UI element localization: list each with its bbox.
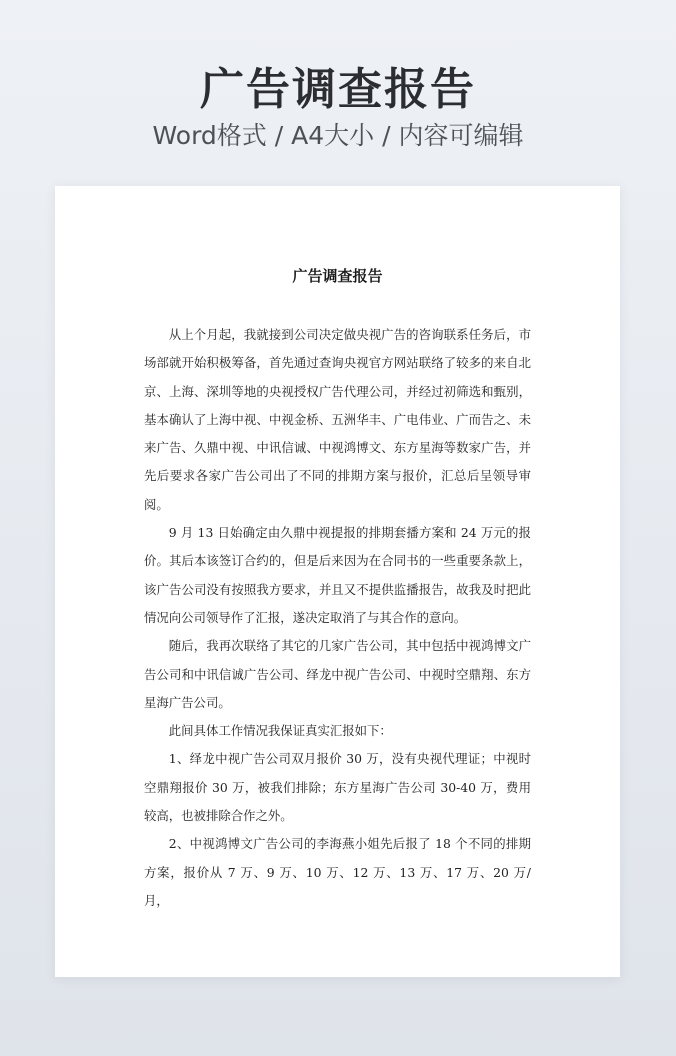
body-paragraph: 随后，我再次联络了其它的几家广告公司，其中包括中视鸿博文广告公司和中讯信诚广告公司、绎龙中视广告公司、中视时空鼎翔、东方星海广告公司。 xyxy=(144,638,531,710)
body-paragraph: 9 月 13 日始确定由久鼎中视提报的排期套播方案和 24 万元的报价。其后本该签订合约的，但是后来因为在合同书的一些重要条款上，该广告公司没有按照我方要求，并且又不提供监播报告，故我及时把此情况向公司领导作了汇报，遂决定取消了与其合作的意向。 xyxy=(144,525,531,625)
body-paragraph: 1、绎龙中视广告公司双月报价 30 万，没有央视代理证；中视时空鼎翔报价 30 万，被我们排除；东方星海广告公司 30-40 万，费用较高，也被排除合作之外。 xyxy=(144,751,531,824)
body-paragraph: 此间具体工作情况我保证真实汇报如下： xyxy=(168,723,392,739)
body-paragraph: 从上个月起，我就接到公司决定做央视广告的咨询联系任务后，市场部就开始积极筹备，首先通过查询央视官方网站联络了较多的来自北京、上海、深圳等地的央视授权广告代理公司，并经过初筛选和甄别，基本确认了上海中视、中视金桥、五洲华丰、广电伟业、广而告之、未来广告、久鼎中视、中讯信诚、中视鸿博文、东方星海等数家广告，并先后要求各家广告公司出了不同的排期方案与报价，汇总后呈领导审阅。 xyxy=(144,327,531,512)
banner-title: 广告调查报告 xyxy=(200,64,476,115)
banner-subtitle: Word格式 / A4大小 / 内容可编辑 xyxy=(152,121,524,150)
body-paragraph: 2、中视鸿博文广告公司的李海燕小姐先后报了 18 个不同的排期方案，报价从 7 万、9 万、10 万、12 万、13 万、17 万、20 万/月， xyxy=(144,836,531,908)
document-page xyxy=(55,186,620,977)
document-body xyxy=(144,321,531,915)
document-title: 广告调查报告 xyxy=(292,267,383,285)
